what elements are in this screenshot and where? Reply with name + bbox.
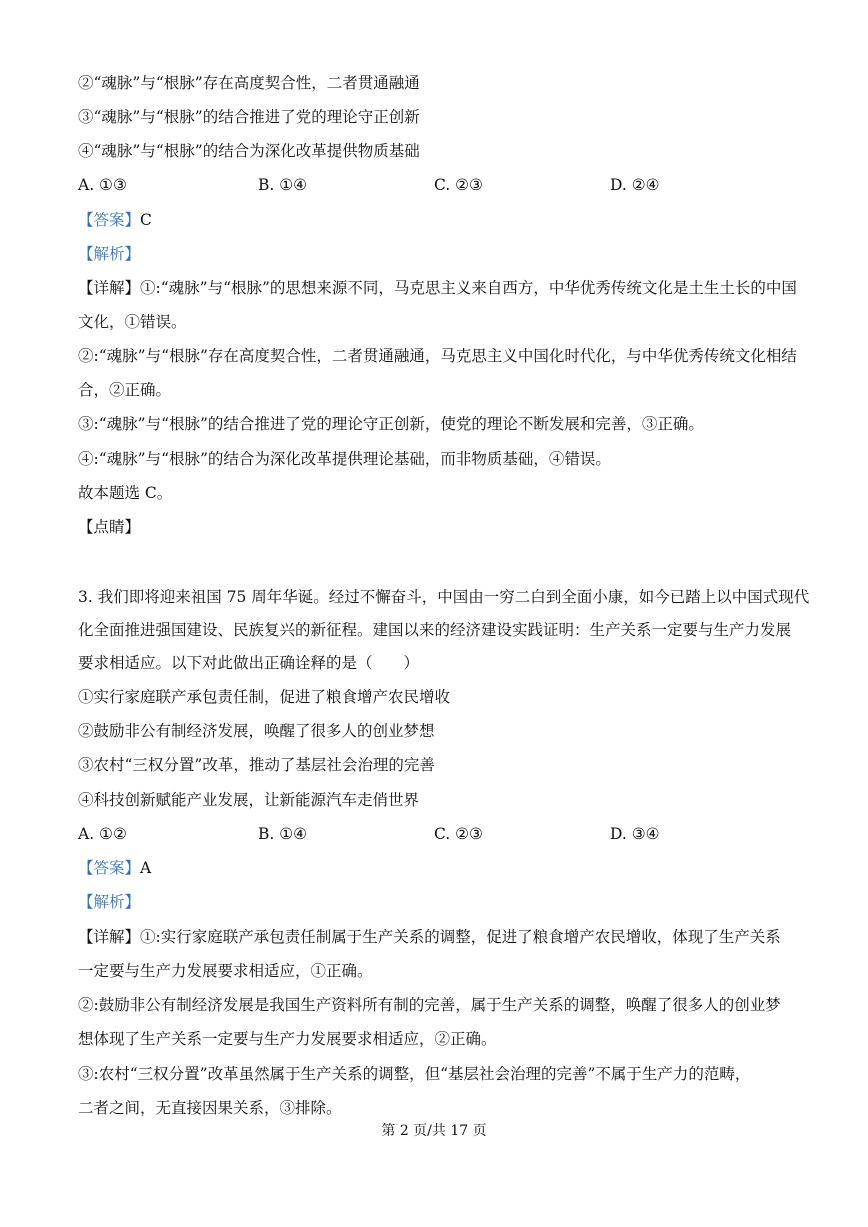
q2-statement-4: ④“魂脉”与“根脉”的结合为深化改革提供物质基础 [78, 142, 420, 160]
q3-detail-1a [78, 926, 790, 948]
q3-answer-line [78, 857, 790, 879]
q3-statement-2: ②鼓励非公有制经济发展，唤醒了很多人的创业梦想 [78, 722, 435, 740]
q2-detail-2b: 合，②正确。 [78, 381, 172, 399]
q3-stem-1: 3. 我们即将迎来祖国 75 周年华诞。经过不懈奋斗，中国由一穷二白到全面小康，如今已踏上以中国式现代 [78, 588, 810, 606]
q2-detail-tag: 【详解】 [78, 279, 141, 297]
q3-answer: A [140, 859, 152, 877]
q2-option-c: C. ②③ [434, 176, 483, 194]
q2-option-d: D. ②④ [610, 176, 660, 194]
q2-detail-2a: ②:“魂脉”与“根脉”存在高度契合性，二者贯通融通，马克思主义中国化时代化，与中华优秀传统文化相结 [78, 347, 797, 365]
q3-detail-3a: ③:农村“三权分置”改革虽然属于生产关系的调整，但“基层社会治理的完善”不属于生产力的范畴， [78, 1065, 751, 1083]
q3-detail-1b: 一定要与生产力发展要求相适应，①正确。 [78, 962, 373, 980]
q3-stem-3: 要求相适应。以下对此做出正确诠释的是（ ） [78, 654, 420, 672]
q2-comment-tag: 【点睛】 [78, 518, 141, 536]
q3-analysis-tag: 【解析】 [78, 893, 141, 911]
q3-option-c: C. ②③ [434, 825, 483, 843]
q3-statement-4: ④科技创新赋能产业发展，让新能源汽车走俏世界 [78, 791, 420, 809]
q2-analysis-tag: 【解析】 [78, 245, 141, 263]
q3-answer-tag: 【答案】 [78, 859, 141, 877]
q3-analysis-tag-line [78, 891, 790, 913]
q2-answer-tag: 【答案】 [78, 211, 141, 229]
q2-detail-3: ③:“魂脉”与“根脉”的结合推进了党的理论守正创新，使党的理论不断发展和完善，③正确。 [78, 415, 704, 433]
page-footer: 第 2 页/共 17 页 [381, 1123, 487, 1139]
q2-option-a: A. ①③ [78, 176, 127, 194]
q3-option-d: D. ③④ [610, 825, 660, 843]
q2-detail-1a-text: ①:“魂脉”与“根脉”的思想来源不同，马克思主义来自西方，中华优秀传统文化是土生土长的中国 [140, 279, 797, 297]
q2-answer-line [78, 209, 790, 231]
q2-analysis-tag-line [78, 243, 790, 265]
q2-statement-3: ③“魂脉”与“根脉”的结合推进了党的理论守正创新 [78, 108, 420, 126]
q3-detail-tag: 【详解】 [78, 928, 141, 946]
q3-option-b: B. ①④ [258, 825, 308, 843]
q2-options [78, 174, 790, 196]
q3-detail-2b: 想体现了生产关系一定要与生产力发展要求相适应，②正确。 [78, 1030, 497, 1048]
q3-statement-1: ①实行家庭联产承包责任制，促进了粮食增产农民增收 [78, 688, 451, 706]
q3-statement-3: ③农村“三权分置”改革，推动了基层社会治理的完善 [78, 756, 435, 774]
q2-detail-1b: 文化，①错误。 [78, 313, 187, 331]
q2-statement-2: ②“魂脉”与“根脉”存在高度契合性，二者贯通融通 [78, 74, 420, 92]
q3-stem-2: 化全面推进强国建设、民族复兴的新征程。建国以来的经济建设实践证明：生产关系一定要与生产力发展 [78, 621, 792, 639]
q3-options [78, 823, 790, 845]
q2-detail-1a [78, 277, 797, 299]
q2-answer: C [140, 211, 152, 229]
q3-detail-1a-text: ①:实行家庭联产承包责任制属于生产关系的调整，促进了粮食增产农民增收，体现了生产关系 [140, 928, 781, 946]
q2-conclusion: 故本题选 C。 [78, 484, 173, 502]
q3-detail-2a: ②:鼓励非公有制经济发展是我国生产资料所有制的完善，属于生产关系的调整，唤醒了很多人的创业梦 [78, 996, 781, 1014]
q3-detail-3b: 二者之间，无直接因果关系，③排除。 [78, 1099, 342, 1117]
q2-option-b: B. ①④ [258, 176, 308, 194]
q3-option-a: A. ①② [78, 825, 127, 843]
q2-detail-4: ④:“魂脉”与“根脉”的结合为深化改革提供理论基础，而非物质基础，④错误。 [78, 450, 611, 468]
